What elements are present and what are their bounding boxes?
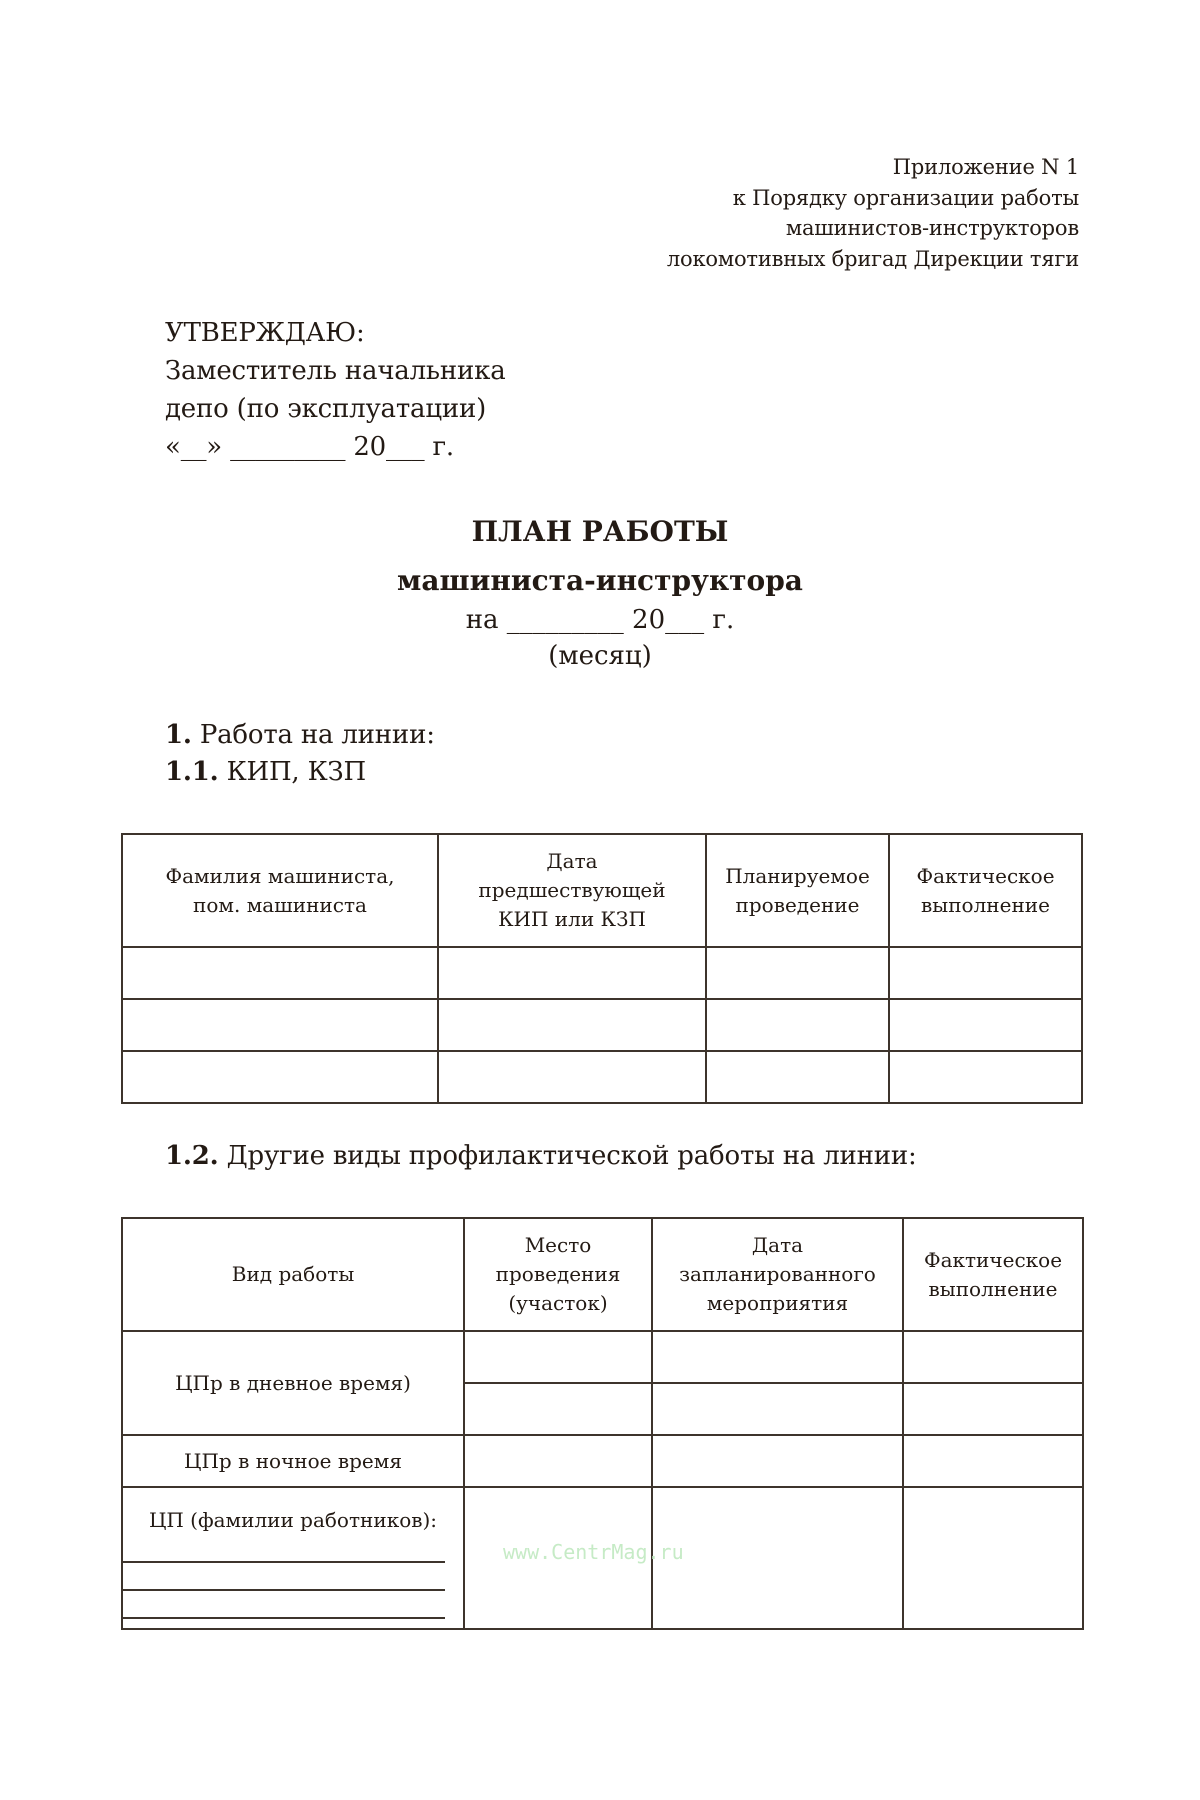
period-field: на _________ 20___ г. — [465, 605, 735, 635]
cell-previous-date[interactable] — [438, 999, 706, 1051]
row-label-day-check: ЦПр в дневное время) — [122, 1331, 464, 1435]
cell-actual[interactable] — [903, 1487, 1083, 1629]
section-number: 1. — [165, 720, 192, 750]
cell-location[interactable] — [464, 1331, 652, 1383]
cell-location[interactable] — [464, 1435, 652, 1487]
appendix-line: Приложение N 1 — [892, 155, 1079, 179]
page-title: ПЛАН РАБОТЫ — [471, 515, 729, 548]
watermark: www.CentrMag.ru — [503, 1540, 684, 1564]
section-text: КИП, КЗП — [218, 757, 366, 787]
header-actual: Фактическое выполнение — [889, 834, 1082, 947]
section-1-heading — [165, 717, 435, 753]
row-label-target-check — [122, 1487, 464, 1629]
cell-actual[interactable] — [903, 1435, 1083, 1487]
table-row — [122, 947, 1082, 999]
cell-actual[interactable] — [889, 999, 1082, 1051]
cell-actual[interactable] — [889, 1051, 1082, 1103]
cell-actual[interactable] — [889, 947, 1082, 999]
appendix-line: локомотивных бригад Дирекции тяги — [666, 246, 1079, 271]
approval-position: Заместитель начальника — [165, 356, 506, 386]
section-number: 1.1. — [165, 757, 219, 787]
cell-planned[interactable] — [706, 999, 889, 1051]
approval-heading: УТВЕРЖДАЮ: — [165, 318, 365, 348]
preventive-work-table — [121, 1217, 1084, 1630]
section-1-2-heading — [165, 1138, 917, 1174]
header-driver-name: Фамилия машиниста, пом. машиниста — [122, 834, 438, 947]
kip-kzp-table — [121, 833, 1083, 1104]
approval-position-cont: депо (по эксплуатации) — [165, 394, 487, 424]
header-work-type: Вид работы — [122, 1218, 464, 1331]
approval-date-field: «__» _________ 20___ г. — [165, 432, 454, 462]
appendix-note — [667, 152, 1079, 274]
cell-location[interactable] — [464, 1383, 652, 1435]
header-planned-date: Дата запланированного мероприятия — [652, 1218, 903, 1331]
cell-planned[interactable] — [706, 1051, 889, 1103]
section-text: Другие виды профилактической работы на линии: — [218, 1141, 917, 1171]
cell-actual[interactable] — [903, 1383, 1083, 1435]
table-row — [122, 999, 1082, 1051]
cell-planned[interactable] — [706, 947, 889, 999]
cell-driver-name[interactable] — [122, 1051, 438, 1103]
header-location: Место проведения (участок) — [464, 1218, 652, 1331]
employee-name-line[interactable] — [123, 1535, 445, 1563]
employee-name-line[interactable] — [123, 1563, 445, 1591]
header-actual: Фактическое выполнение — [903, 1218, 1083, 1331]
table-header-row — [122, 834, 1082, 947]
cell-planned-date[interactable] — [652, 1331, 903, 1383]
section-1-1-heading — [165, 754, 366, 790]
cell-previous-date[interactable] — [438, 1051, 706, 1103]
cell-driver-name[interactable] — [122, 999, 438, 1051]
section-number: 1.2. — [165, 1141, 219, 1171]
section-text: Работа на линии: — [191, 720, 435, 750]
employee-name-line[interactable] — [123, 1591, 445, 1619]
table-row — [122, 1435, 1083, 1487]
cell-previous-date[interactable] — [438, 947, 706, 999]
table-row — [122, 1331, 1083, 1383]
cell-actual[interactable] — [903, 1331, 1083, 1383]
table-row — [122, 1051, 1082, 1103]
appendix-line: машинистов-инструкторов — [785, 216, 1079, 240]
approval-block — [165, 314, 506, 466]
cell-planned-date[interactable] — [652, 1487, 903, 1629]
cell-planned-date[interactable] — [652, 1383, 903, 1435]
header-planned: Планируемое проведение — [706, 834, 889, 947]
row-label-text: ЦП (фамилии работников): — [148, 1507, 438, 1532]
row-label-night-check: ЦПр в ночное время — [122, 1435, 464, 1487]
page-subtitle: машиниста-инструктора — [397, 564, 803, 597]
table-header-row — [122, 1218, 1083, 1331]
appendix-line: к Порядку организации работы — [732, 185, 1079, 210]
cell-planned-date[interactable] — [652, 1435, 903, 1487]
period-caption: (месяц) — [548, 641, 652, 671]
cell-driver-name[interactable] — [122, 947, 438, 999]
header-previous-date: Дата предшествующей КИП или КЗП — [438, 834, 706, 947]
